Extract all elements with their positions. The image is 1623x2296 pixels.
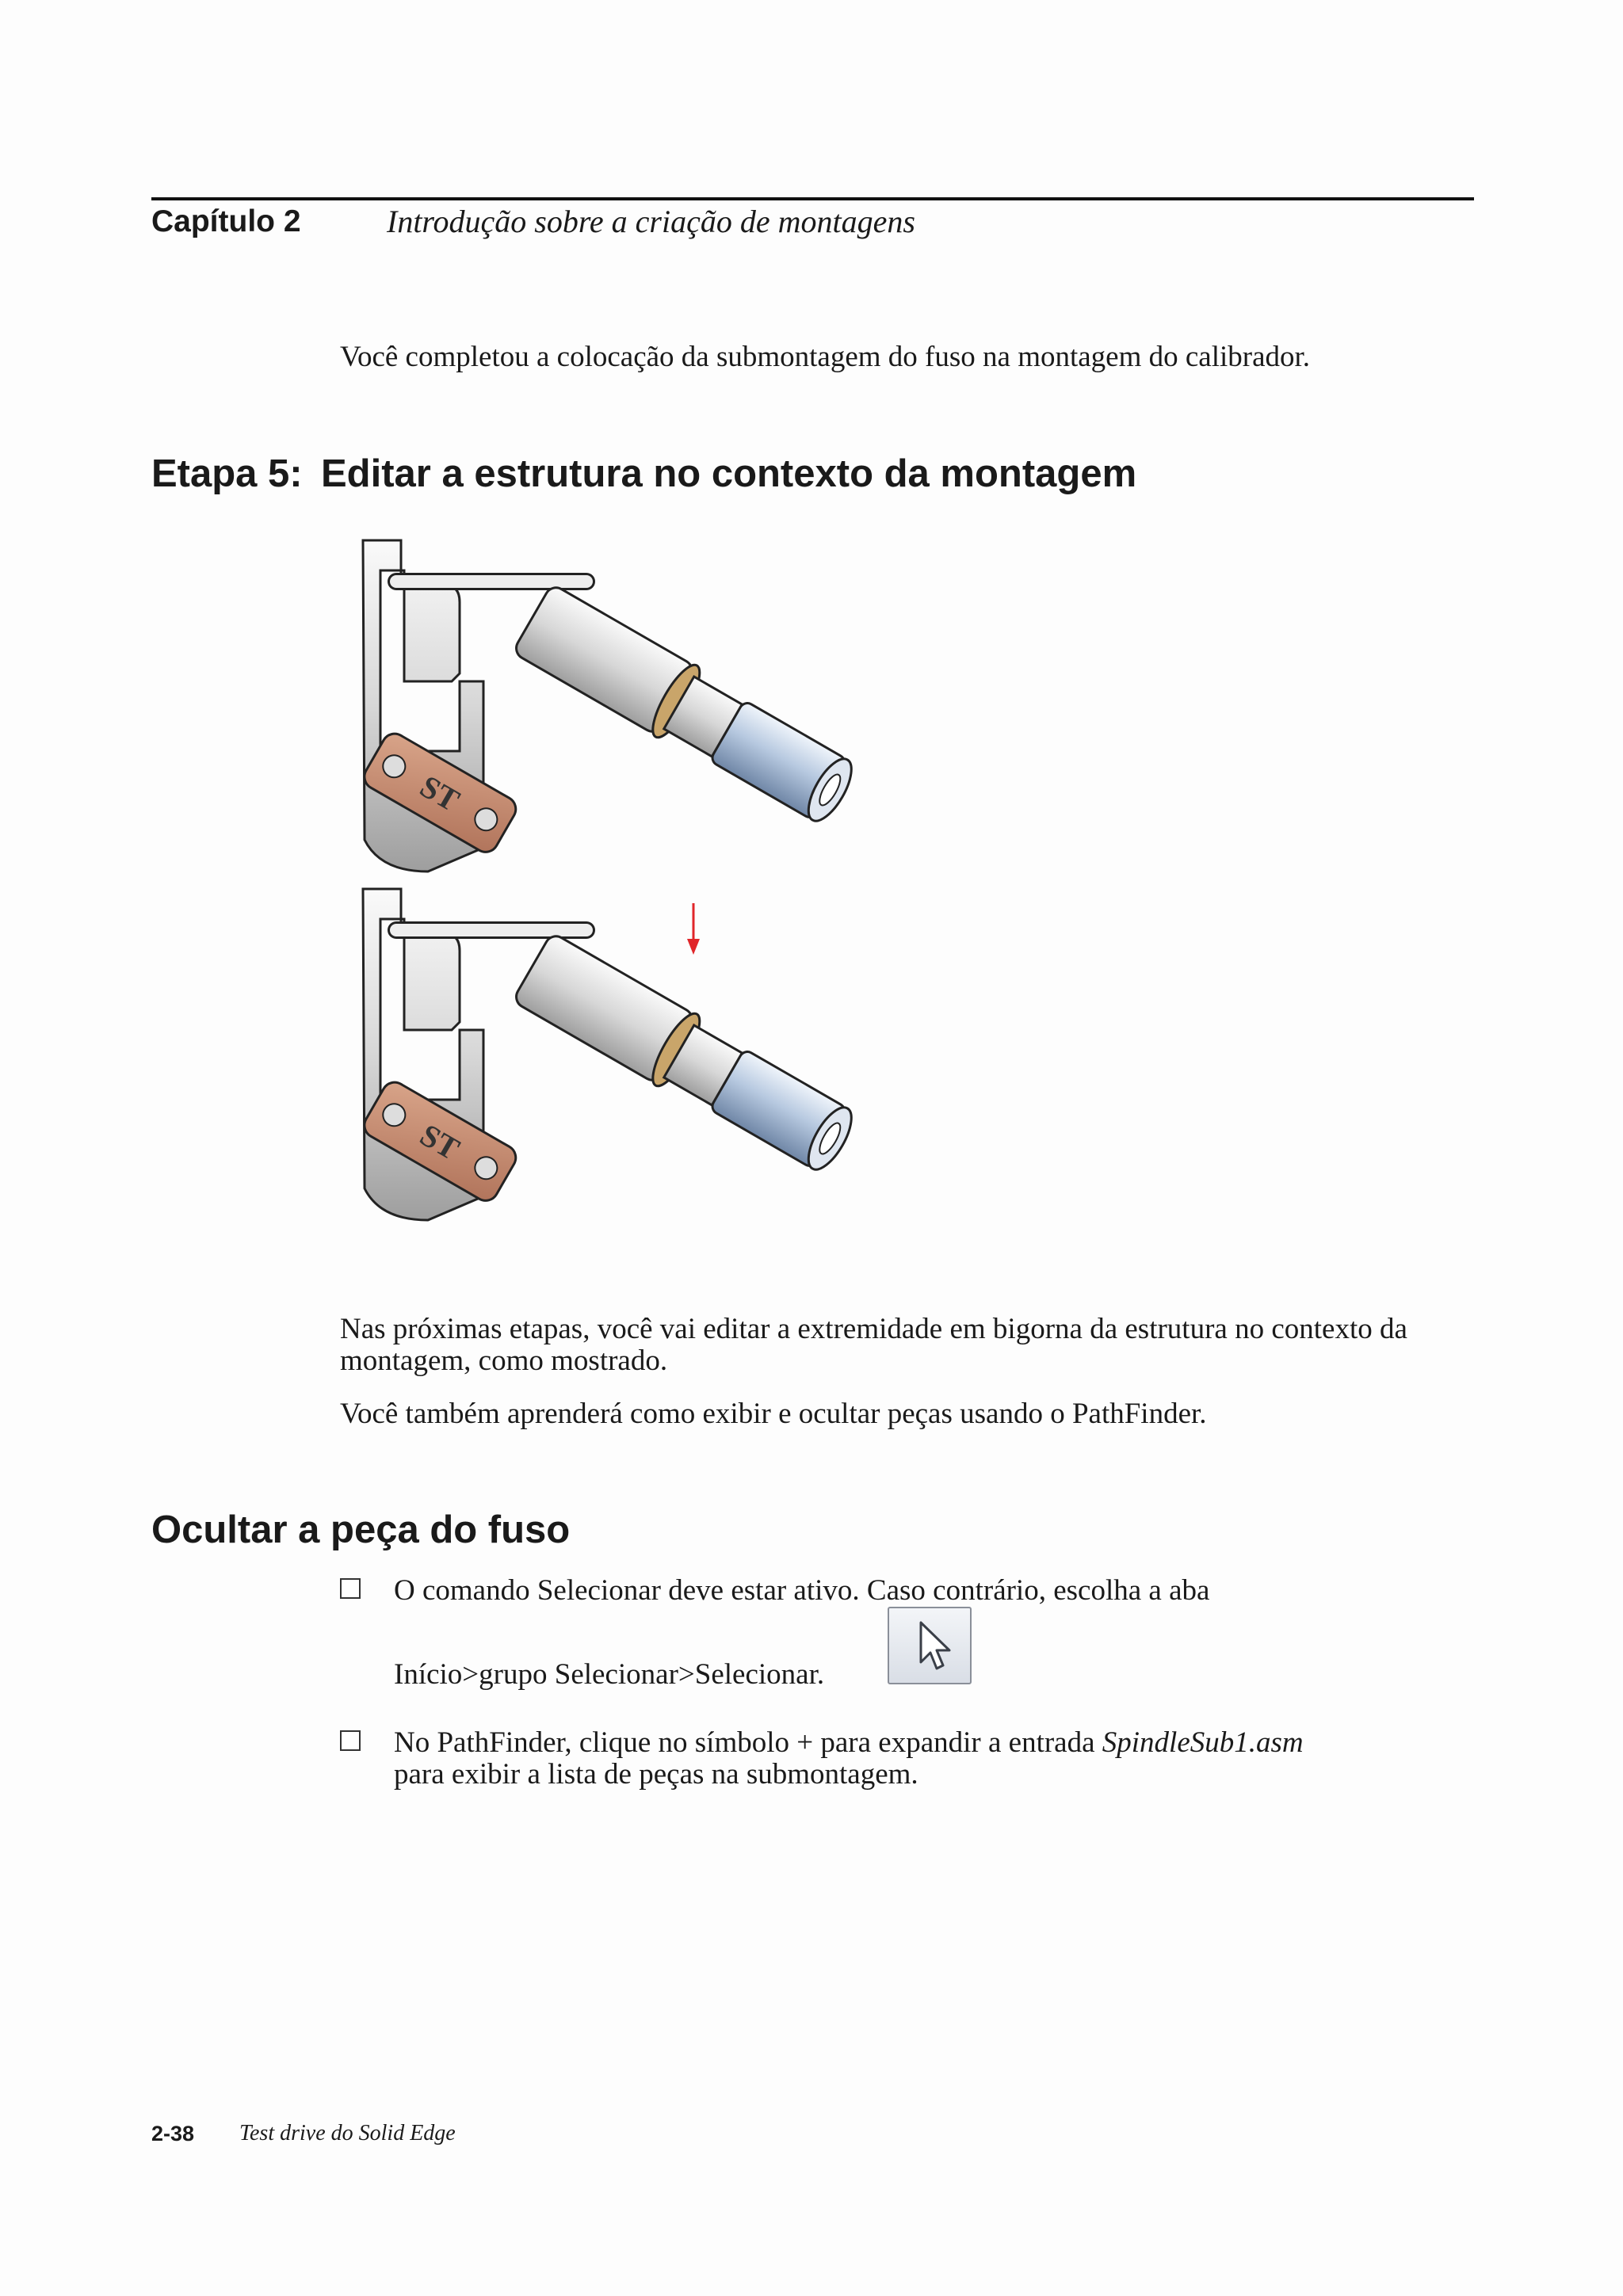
section-heading [151,452,1136,496]
step-text [394,1727,1304,1759]
red-arrow [687,903,700,955]
chapter-title: Introdução sobre a criação de montagens [387,204,915,239]
select-arrow-icon [889,1608,970,1683]
intro-paragraph: Você completou a colocação da submontagem do fuso na montagem do calibrador. [340,341,1311,373]
subsection-heading: Ocultar a peça do fuso [151,1508,571,1551]
section-title: Editar a estrutura no contexto da montagem [321,452,1137,495]
command-path: Início>grupo Selecionar>Selecionar. [394,1658,825,1691]
select-command-button[interactable] [888,1607,972,1684]
book-title: Test drive do Solid Edge [239,2121,456,2145]
page-number: 2-38 [151,2122,195,2145]
paragraph-next-steps: Nas próximas etapas, você vai editar a extremidade em bigorna da estrutura no contexto da montagem, como mostrado. [340,1313,1407,1377]
svg-text:ST: ST [414,1116,466,1167]
step-text-before: No PathFinder, clique no símbolo + para expandir a entrada [394,1726,1102,1759]
micrometer-after [360,889,863,1220]
svg-text:ST: ST [414,768,466,818]
section-number: Etapa 5: [151,452,303,495]
paragraph-pathfinder: Você também aprenderá como exibir e ocultar peças usando o PathFinder. [340,1398,1207,1430]
assembly-filename: SpindleSub1.asm [1102,1726,1304,1759]
step-text-after: para exibir a lista de peças na submontagem. [394,1758,918,1791]
micrometer-before [360,540,863,871]
header-rule [151,197,1474,200]
checkbox-icon[interactable] [340,1730,361,1751]
checkbox-icon[interactable] [340,1578,361,1599]
chapter-number: Capítulo 2 [151,204,301,238]
micrometer-figure [333,523,951,1283]
step-text: O comando Selecionar deve estar ativo. Caso contrário, escolha a aba [394,1574,1210,1607]
